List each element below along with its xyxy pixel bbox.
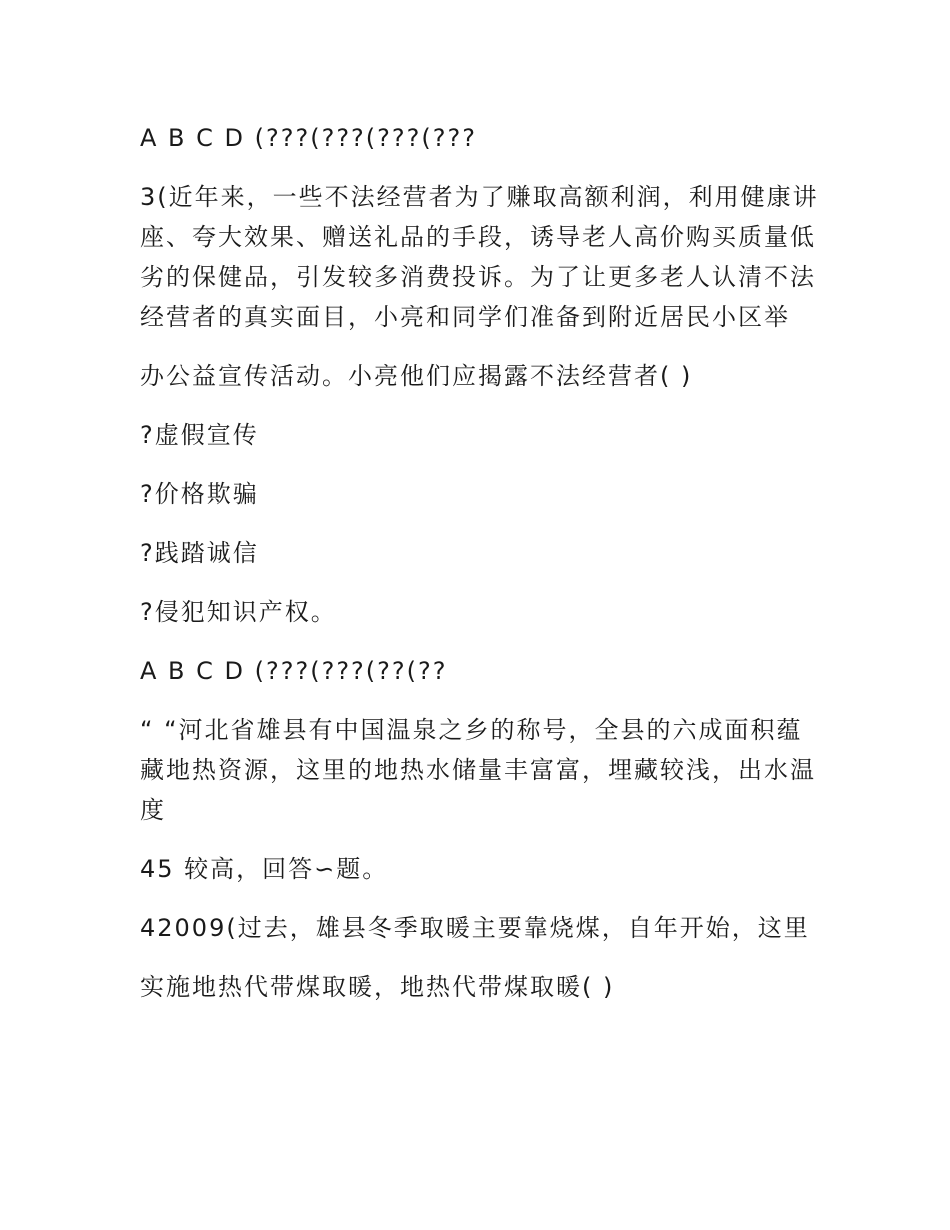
- answer-options-line: A B C D (???(???(???(???: [140, 124, 477, 152]
- option-item: ?践踏诚信: [140, 539, 259, 567]
- option-item: ?侵犯知识产权。: [140, 598, 337, 626]
- question-4-stem: 42009(过去，雄县冬季取暖主要靠烧煤，自年开始，这里: [140, 914, 810, 942]
- answer-options-line: A B C D (???(???(??(??: [140, 657, 448, 685]
- option-item: ?价格欺骗: [140, 480, 259, 508]
- option-item: ?虚假宣传: [140, 421, 259, 449]
- question-3-prompt: 办公益宣传活动。小亮他们应揭露不法经营者( ): [140, 362, 693, 390]
- reading-material-continued: 45 较高，回答∽题。: [140, 855, 389, 883]
- reading-material: “ “河北省雄县有中国温泉之乡的称号，全县的六成面积蕴藏地热资源，这里的地热水储量丰富富，埋藏较浅，出水温度: [140, 716, 816, 824]
- question-4-prompt: 实施地热代带煤取暖，地热代带煤取暖( ): [140, 973, 615, 1001]
- document-page: [140, 118, 820, 1026]
- question-3-stem: 3(近年来，一些不法经营者为了赚取高额利润，利用健康讲座、夸大效果、赠送礼品的手段，诱导老人高价购买质量低劣的保健品，引发较多消费投诉。为了让更多老人认清不法经营者的真实面目，小亮和同学们准备到附近居民小区举: [140, 183, 819, 331]
